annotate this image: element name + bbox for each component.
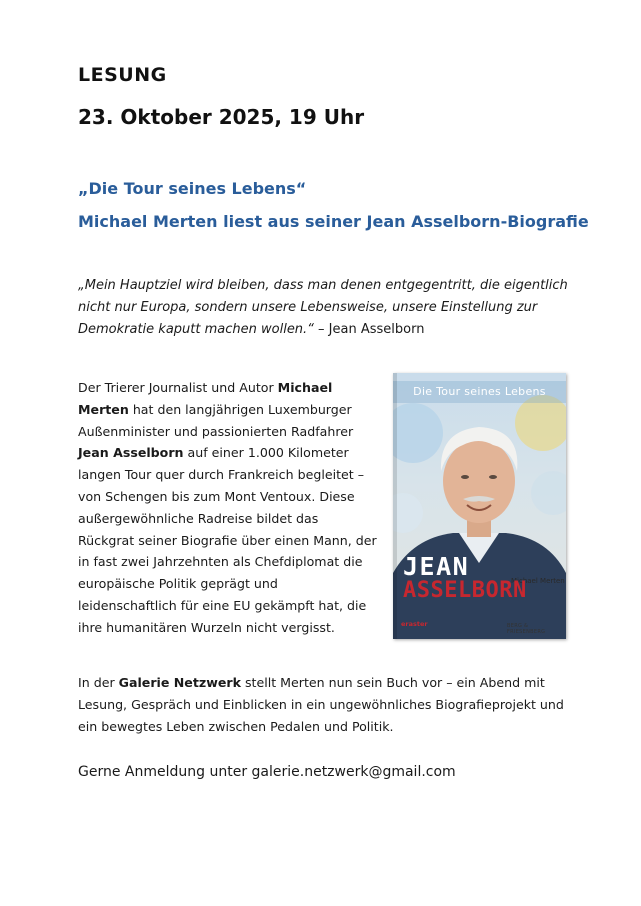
description-paragraph [78,377,378,639]
publisher-logo-right: BERG & FRIESENBERG [507,623,546,635]
venue-text-1: In der [78,675,119,690]
venue-name: Galerie Netzwerk [118,675,241,690]
description-text-1: Der Trierer Journalist und Autor [78,380,278,395]
venue-paragraph [78,672,568,737]
quote-author: – Jean Asselborn [313,322,425,337]
quote-text: „Mein Hauptziel wird bleiben, dass man denen entgegentritt, die eigentlich nicht nur Europa, sondern unsere Lebensweise, unsere Einstellung zur Demokratie kaputt machen wollen.“ [78,278,568,337]
author-name: Michael Merten [78,380,333,417]
event-subtitle: Michael Merten liest aus seiner Jean Asselborn-Biografie [78,212,589,231]
cover-author: Michael Merten [511,577,565,585]
cover-name-last: ASSELBORN [403,578,527,603]
book-spine [393,373,397,639]
cover-name-first: JEAN [403,552,470,581]
signup-line: Gerne Anmeldung unter galerie.netzwerk@gmail.com [78,764,456,780]
venue-text-2: stellt Merten nun sein Buch vor – ein Abend mit Lesung, Gespräch und Einblicken in ein ungewöhnliches Biografieprojekt und ein bewegtes Leben zwischen Pedalen und Politik. [78,675,564,734]
event-type-heading: LESUNG [78,64,167,86]
cover-title: Die Tour seines Lebens [413,385,546,398]
quote-block [78,275,568,341]
description-text-3: auf einer 1.000 Kilometer langen Tour quer durch Frankreich begleitet – von Schengen bis zum Mont Ventoux. Diese außergewöhnliche Radreise bildet das Rückgrat seiner Biografie über einen Mann, der in fast zwei Jahrzehnten als Chefdiplomat die europäische Politik geprägt und leidenschaftlich für eine EU gekämpft hat, die ihre humanitären Wurzeln nicht vergisst. [78,445,377,635]
description-text-2: hat den langjährigen Luxemburger Außenminister und passionierten Radfahrer [78,401,354,439]
book-title: „Die Tour seines Lebens“ [78,179,307,198]
book-cover-image [393,373,566,639]
publisher-logo-left: eraster [401,620,428,628]
event-date-heading: 23. Oktober 2025, 19 Uhr [78,105,365,129]
subject-name: Jean Asselborn [78,445,184,461]
